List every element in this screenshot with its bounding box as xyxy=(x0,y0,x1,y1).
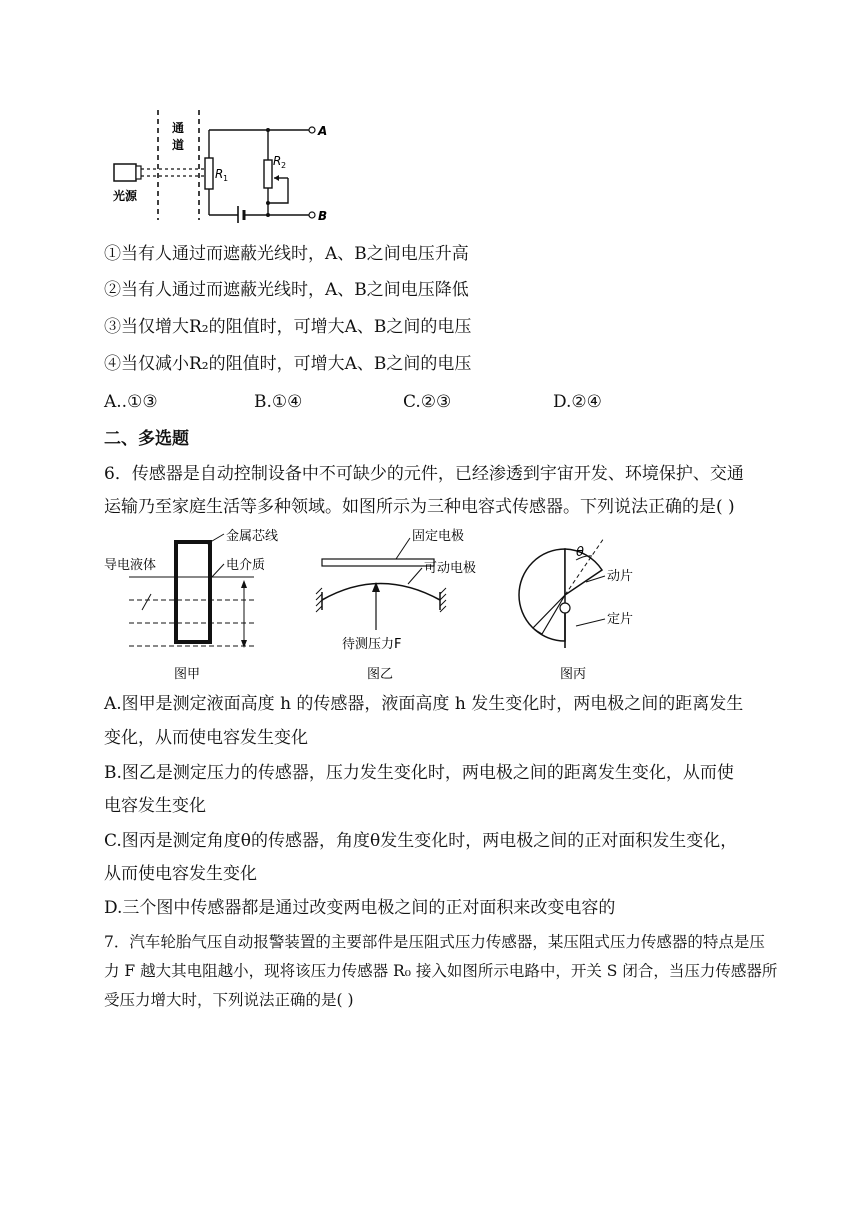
svg-text:R: R xyxy=(215,167,224,181)
q6-option-d[interactable]: D.三个图中传感器都是通过改变两电极之间的正对面积来改变电容的 xyxy=(104,898,616,918)
label-conductive-liquid: 导电液体 xyxy=(104,558,157,573)
light-source xyxy=(114,164,136,181)
q5-option-c[interactable]: C.②③ xyxy=(403,392,452,412)
caption-bing: 图丙 xyxy=(560,667,587,682)
label-moving-plate: 动片 xyxy=(607,569,634,584)
q6-option-b-line-1[interactable]: B.图乙是测定压力的传感器，压力发生变化时，两电极之间的距离发生变化，从而使 xyxy=(104,763,734,783)
figure-bing xyxy=(510,522,670,687)
q5-circuit-figure xyxy=(108,108,338,223)
passage-label-1: 通 xyxy=(172,121,185,135)
passage-label-2: 道 xyxy=(172,138,185,152)
label-theta: θ xyxy=(576,545,584,560)
q5-option-a[interactable]: A..①③ xyxy=(104,392,158,412)
q5-statement-1: ①当有人通过而遮蔽光线时，A、B之间电压升高 xyxy=(104,244,469,264)
q5-option-b[interactable]: B.①④ xyxy=(254,392,303,412)
q6-stem-line-1: 6．传感器是自动控制设备中不可缺少的元件，已经渗透到宇宙开发、环境保护、交通 xyxy=(104,464,744,484)
section-title: 二、多选题 xyxy=(104,429,189,449)
metal-core-electrode xyxy=(176,542,210,642)
caption-yi: 图乙 xyxy=(367,667,394,682)
q5-statement-2: ②当有人通过而遮蔽光线时，A、B之间电压降低 xyxy=(104,280,469,300)
movable-electrode xyxy=(322,584,440,601)
q7-stem-line-2: 力 F 越大其电阻越小，现将该压力传感器 R₀ 接入如图所示电路中，开关 S 闭合，当压力传感器所 xyxy=(104,962,778,980)
label-fixed-electrode: 固定电极 xyxy=(412,529,465,544)
q7-stem-line-1: 7．汽车轮胎气压自动报警装置的主要部件是压阻式压力传感器，某压阻式压力传感器的特点是压 xyxy=(104,933,765,951)
q6-option-a-line-1[interactable]: A.图甲是测定液面高度 h 的传感器，液面高度 h 发生变化时，两电极之间的距离发生 xyxy=(104,694,744,714)
svg-text:2: 2 xyxy=(281,161,287,170)
svg-text:1: 1 xyxy=(223,174,229,183)
q6-option-c-line-2: 从而使电容发生变化 xyxy=(104,864,257,884)
label-fixed-plate: 定片 xyxy=(607,612,634,627)
caption-jia: 图甲 xyxy=(174,667,201,682)
q7-stem-line-3: 受压力增大时，下列说法正确的是( ) xyxy=(104,991,354,1009)
light-source-label: 光源 xyxy=(113,189,138,203)
resistor-r2 xyxy=(264,160,272,188)
label-pressure-force: 待测压力F xyxy=(342,637,402,652)
q5-statement-4: ④当仅减小R₂的阻值时，可增大A、B之间的电压 xyxy=(104,354,472,374)
label-dielectric: 电介质 xyxy=(226,558,266,573)
svg-text:R: R xyxy=(273,154,282,168)
resistor-r1 xyxy=(205,158,213,189)
figure-jia xyxy=(104,522,314,687)
label-metal-core: 金属芯线 xyxy=(226,529,279,544)
q5-statement-3: ③当仅增大R₂的阻值时，可增大A、B之间的电压 xyxy=(104,317,472,337)
q6-option-c-line-1[interactable]: C.图丙是测定角度θ的传感器，角度θ发生变化时，两电极之间的正对面积发生变化， xyxy=(104,831,738,851)
q6-stem-line-2: 运输乃至家庭生活等多种领域。如图所示为三种电容式传感器。下列说法正确的是( ) xyxy=(104,497,735,517)
q6-option-b-line-2: 电容发生变化 xyxy=(104,796,206,816)
q6-option-a-line-2: 变化，从而使电容发生变化 xyxy=(104,728,308,748)
terminal-a-label: A xyxy=(318,124,328,138)
terminal-b-label: B xyxy=(318,209,328,223)
q5-option-d[interactable]: D.②④ xyxy=(553,392,602,412)
figure-yi xyxy=(312,522,502,687)
fixed-electrode xyxy=(322,559,434,566)
label-movable-electrode: 可动电极 xyxy=(424,561,477,576)
